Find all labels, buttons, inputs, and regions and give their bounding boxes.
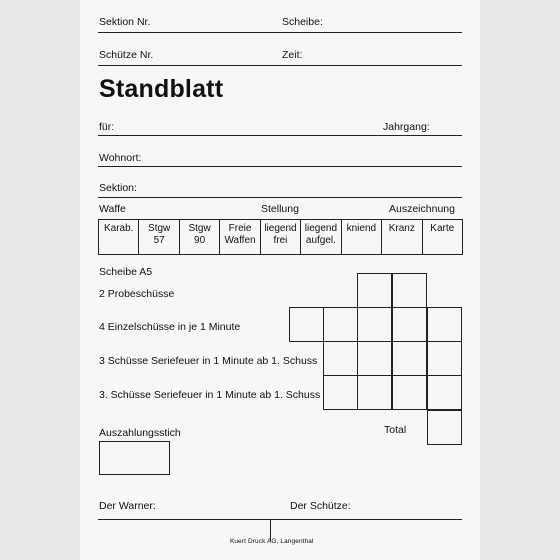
score-box[interactable] bbox=[427, 341, 462, 376]
jahrgang-label: Jahrgang: bbox=[383, 121, 430, 133]
schuetze-signature-label: Der Schütze: bbox=[290, 500, 351, 512]
category-cell[interactable]: Stgw 90 bbox=[179, 220, 219, 255]
category-cell[interactable]: Karte bbox=[422, 220, 463, 255]
scheibe-label: Scheibe: bbox=[282, 16, 323, 28]
signature-line bbox=[98, 519, 462, 520]
waffe-label: Waffe bbox=[99, 203, 126, 215]
wohnort-line bbox=[98, 166, 462, 167]
program-row-label: 3. Schüsse Seriefeuer in 1 Minute ab 1. Schuss bbox=[99, 389, 321, 401]
score-box[interactable] bbox=[427, 307, 462, 342]
page-title: Standblatt bbox=[99, 75, 224, 103]
auszahlungsstich-label: Auszahlungsstich bbox=[99, 427, 181, 439]
score-box[interactable] bbox=[323, 341, 358, 376]
score-box[interactable] bbox=[357, 375, 392, 410]
score-box[interactable] bbox=[392, 375, 427, 410]
score-box[interactable] bbox=[427, 410, 462, 445]
category-cell[interactable]: liegend aufgel. bbox=[301, 220, 341, 255]
score-box[interactable] bbox=[357, 307, 392, 342]
score-box[interactable] bbox=[357, 341, 392, 376]
zeit-label: Zeit: bbox=[282, 49, 303, 61]
program-row-label: 4 Einzelschüsse in je 1 Minute bbox=[99, 321, 241, 333]
fuer-label: für: bbox=[99, 121, 115, 133]
category-cell[interactable]: Kranz bbox=[382, 220, 422, 255]
score-box[interactable] bbox=[323, 307, 358, 342]
category-cell[interactable]: Stgw 57 bbox=[139, 220, 179, 255]
score-box[interactable] bbox=[323, 375, 358, 410]
category-cell[interactable]: Karab. bbox=[99, 220, 139, 255]
sektion-nr-label: Sektion Nr. bbox=[99, 16, 151, 28]
sektion-label: Sektion: bbox=[99, 182, 137, 194]
score-box[interactable] bbox=[357, 273, 392, 308]
category-table bbox=[98, 219, 463, 255]
sektion-line bbox=[98, 197, 462, 198]
schuetze-nr-label: Schütze Nr. bbox=[99, 49, 154, 61]
auszeichnung-label: Auszeichnung bbox=[389, 203, 455, 215]
printer-imprint: Kuert Druck AG, Langenthal bbox=[230, 538, 314, 545]
warner-label: Der Warner: bbox=[99, 500, 156, 512]
wohnort-label: Wohnort: bbox=[99, 152, 142, 164]
category-cell[interactable]: kniend bbox=[341, 220, 381, 255]
score-box[interactable] bbox=[392, 273, 427, 308]
fuer-line bbox=[98, 135, 462, 136]
score-box[interactable] bbox=[289, 307, 324, 342]
total-label: Total bbox=[384, 424, 407, 436]
score-box[interactable] bbox=[392, 307, 427, 342]
category-cell[interactable]: Freie Waffen bbox=[220, 220, 260, 255]
schuetze-nr-line bbox=[98, 65, 462, 66]
score-box[interactable] bbox=[427, 375, 462, 410]
score-box[interactable] bbox=[392, 341, 427, 376]
auszahlungsstich-box[interactable] bbox=[99, 441, 170, 475]
program-row-label: 2 Probeschüsse bbox=[99, 288, 175, 300]
stellung-label: Stellung bbox=[261, 203, 299, 215]
category-cell[interactable]: liegend frei bbox=[260, 220, 300, 255]
sektion-nr-line bbox=[98, 32, 462, 33]
scheibe-a5-label: Scheibe A5 bbox=[99, 266, 153, 278]
program-row-label: 3 Schüsse Seriefeuer in 1 Minute ab 1. Schuss bbox=[99, 355, 318, 367]
